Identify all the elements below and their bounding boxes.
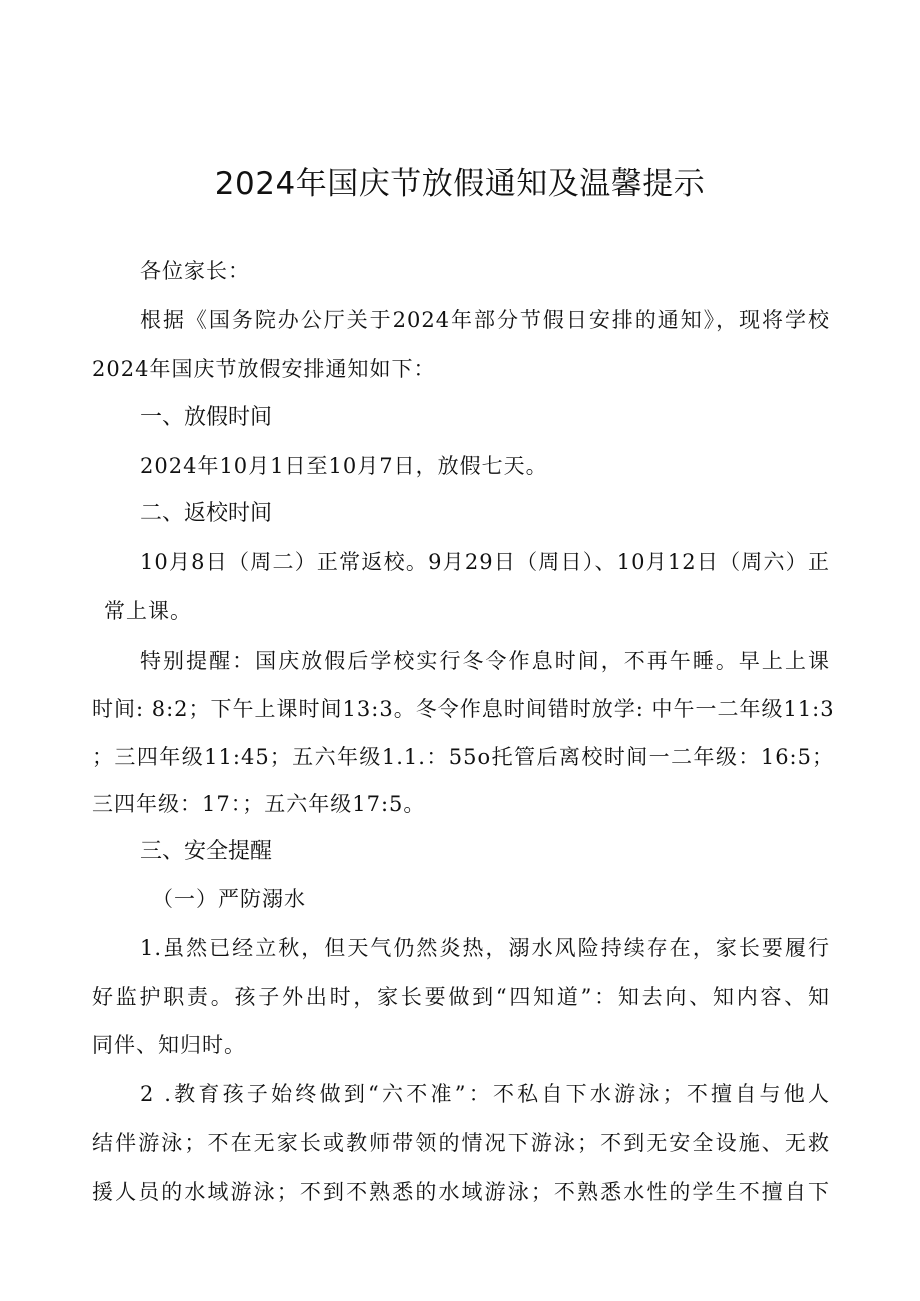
return-time-line-1: 10月8日（周二）正常返校。9月29日（周日）、10月12日（周六）正 bbox=[140, 550, 830, 574]
item2-line-1: 2 .教育孩子始终做到“六不准”：不私自下水游泳；不擅自与他人 bbox=[140, 1082, 830, 1106]
section-heading-safety: 三、安全提醒 bbox=[140, 839, 273, 864]
greeting: 各位家长： bbox=[140, 259, 250, 283]
intro-line-1: 根据《国务院办公厅关于2024年部分节假日安排的通知》，现将学校 bbox=[140, 308, 830, 332]
section-heading-holiday-time: 一、放假时间 bbox=[140, 405, 273, 430]
item1-line-3: 同伴、知归时。 bbox=[92, 1033, 246, 1057]
reminder-line-3: ；三四年级11:45；五六年级1.1.：55o托管后离校时间一二年级：16:5； bbox=[92, 745, 834, 769]
reminder-line-4: 三四年级：17：；五六年级17:5。 bbox=[92, 792, 426, 816]
document-title: 2024年国庆节放假通知及温馨提示 bbox=[214, 166, 706, 202]
item1-line-1: 1.虽然已经立秋，但天气仍然炎热，溺水风险持续存在，家长要履行 bbox=[140, 936, 830, 960]
reminder-line-1: 特别提醒：国庆放假后学校实行冬令作息时间，不再午睡。早上上课 bbox=[140, 649, 830, 673]
return-time-line-2: 常上课。 bbox=[104, 599, 192, 623]
reminder-line-2: 时间: 8:2；下午上课时间13:3。冬令作息时间错时放学: 中午一二年级11:3 bbox=[92, 697, 835, 721]
item1-line-2: 好监护职责。孩子外出时，家长要做到“四知道”：知去向、知内容、知 bbox=[92, 985, 830, 1009]
item2-line-2: 结伴游泳；不在无家长或教师带领的情况下游泳；不到无安全设施、无救 bbox=[92, 1131, 830, 1155]
holiday-time-text: 2024年10月1日至10月7日，放假七天。 bbox=[140, 454, 548, 478]
intro-line-2: 2024年国庆节放假安排通知如下： bbox=[92, 357, 436, 381]
item2-line-3: 援人员的水域游泳；不到不熟悉的水域游泳；不熟悉水性的学生不擅自下 bbox=[92, 1180, 830, 1204]
subheading-drowning-prevention: （一）严防溺水 bbox=[152, 887, 306, 911]
section-heading-return-time: 二、返校时间 bbox=[140, 501, 273, 526]
